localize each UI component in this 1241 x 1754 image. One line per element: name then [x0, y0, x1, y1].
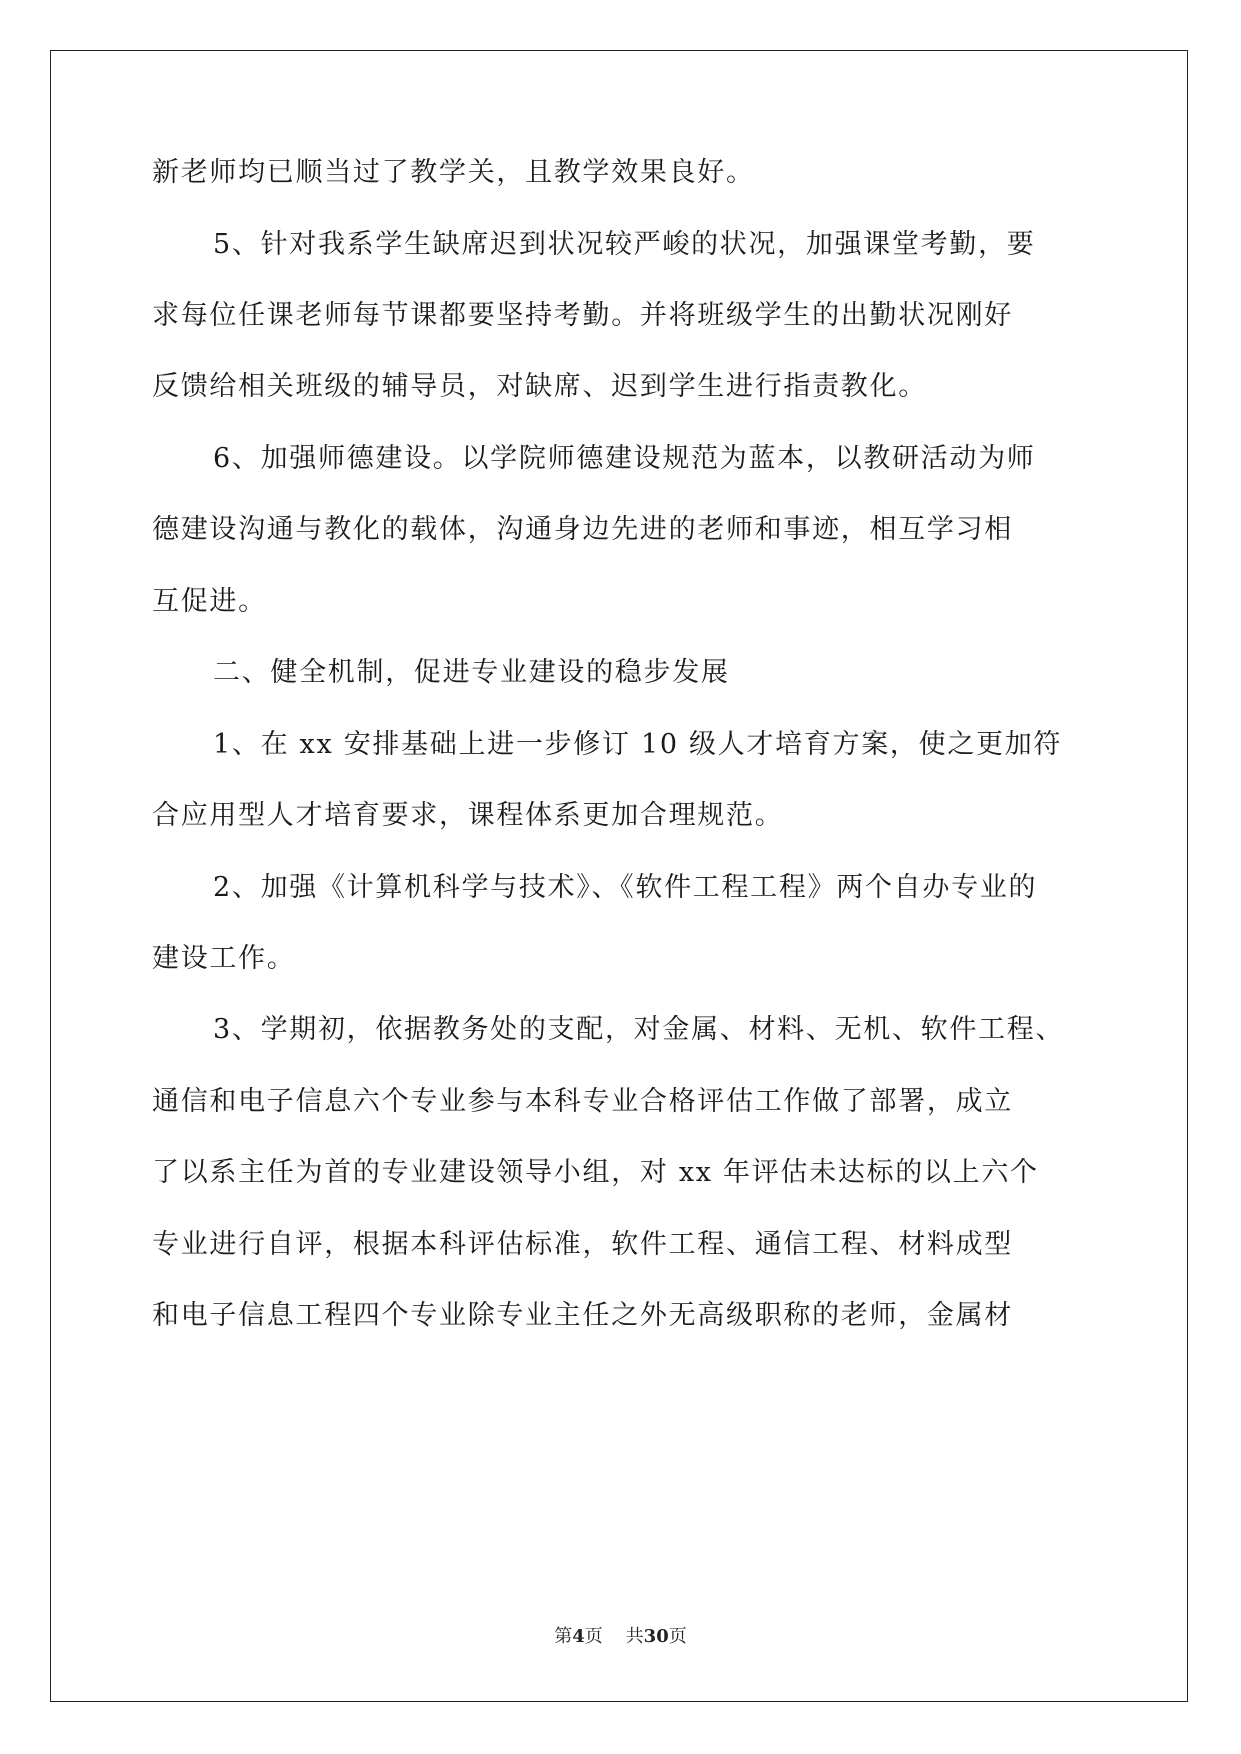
total-label-suffix: 页	[668, 1626, 687, 1647]
text-line: 通信和电子信息六个专业参与本科专业合格评估工作做了部署，成立	[152, 1086, 1013, 1117]
text-line: 互促进。	[152, 586, 267, 617]
page-label-suffix: 页	[584, 1626, 603, 1647]
text-line: 德建设沟通与教化的载体，沟通身边先进的老师和事迹，相互学习相	[152, 514, 1013, 545]
text-line: 6、加强师德建设。以学院师德建设规范为蓝本，以教研活动为师	[213, 443, 1036, 474]
text-line: 了以系主任为首的专业建设领导小组，对 xx 年评估未达标的以上六个	[152, 1157, 1039, 1188]
page-label-prefix: 第	[554, 1626, 573, 1647]
total-page-count: 30	[643, 1626, 669, 1647]
text-line: 1、在 xx 安排基础上进一步修订 10 级人才培育方案，使之更加符	[213, 729, 1063, 760]
text-line: 2、加强《计算机科学与技术》、《软件工程工程》两个自办专业的	[213, 872, 1038, 903]
total-label-prefix: 共	[625, 1626, 644, 1647]
text-line: 求每位任课老师每节课都要坚持考勤。并将班级学生的出勤状况刚好	[152, 300, 1013, 331]
current-page-number: 4	[572, 1626, 585, 1647]
text-line: 反馈给相关班级的辅导员，对缺席、迟到学生进行指责教化。	[152, 371, 927, 402]
text-line: 和电子信息工程四个专业除专业主任之外无高级职称的老师，金属材	[152, 1300, 1013, 1331]
text-line: 合应用型人才培育要求，课程体系更加合理规范。	[152, 800, 784, 831]
text-line: 3、学期初，依据教务处的支配，对金属、材料、无机、软件工程、	[213, 1014, 1065, 1045]
section-heading: 二、健全机制，促进专业建设的稳步发展	[213, 657, 730, 688]
page-footer	[0, 1625, 1241, 1649]
text-line: 建设工作。	[152, 943, 296, 974]
text-line: 新老师均已顺当过了教学关，且教学效果良好。	[152, 157, 755, 188]
text-line: 专业进行自评，根据本科评估标准，软件工程、通信工程、材料成型	[152, 1229, 1013, 1260]
text-line: 5、针对我系学生缺席迟到状况较严峻的状况，加强课堂考勤，要	[213, 229, 1036, 260]
